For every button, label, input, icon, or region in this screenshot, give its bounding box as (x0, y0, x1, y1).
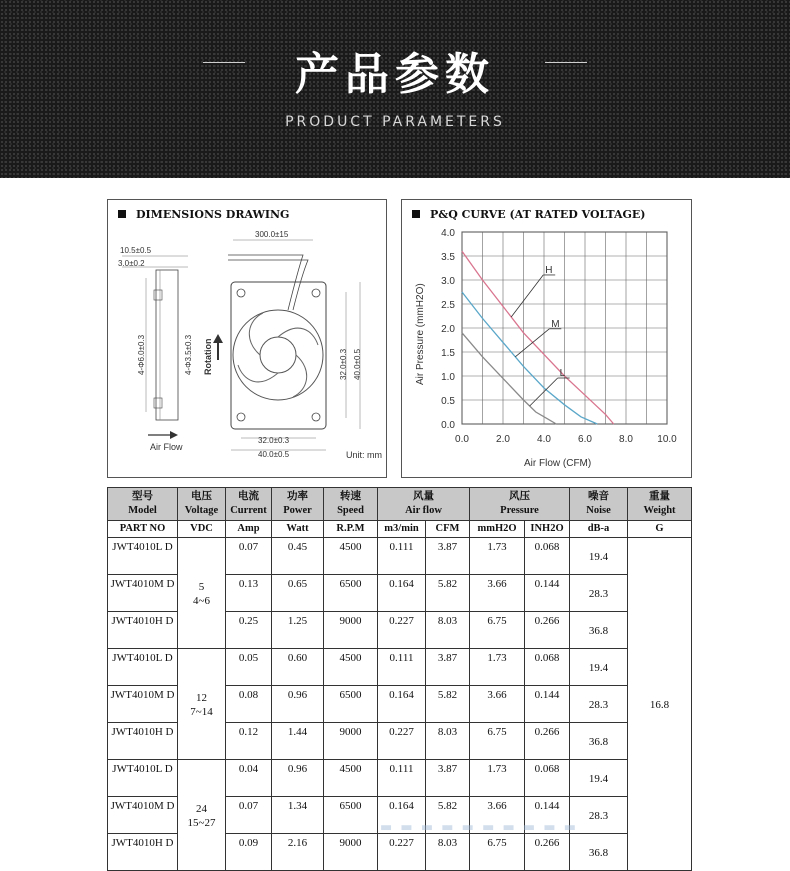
table-row (108, 649, 692, 686)
noise-cell: 36.8 (570, 834, 628, 871)
noise-cell: 19.4 (570, 649, 628, 686)
table-units-row (108, 521, 692, 538)
pressure-mmh2o-cell: 6.75 (470, 612, 525, 649)
unit-cell: CFM (426, 521, 470, 538)
spec-table (107, 487, 692, 871)
speed-cell: 4500 (324, 760, 378, 797)
pressure-mmh2o-cell: 1.73 (470, 760, 525, 797)
series-label-L: L (559, 368, 566, 379)
model-cell: JWT4010L D (108, 538, 178, 575)
noise-cell: 36.8 (570, 612, 628, 649)
current-cell: 0.07 (226, 538, 272, 575)
airflow-cfm-cell: 5.82 (426, 575, 470, 612)
airflow-m3-cell: 0.164 (378, 686, 426, 723)
airflow-cfm-cell: 8.03 (426, 612, 470, 649)
pressure-inh2o-cell: 0.068 (525, 649, 570, 686)
table-header-row (108, 488, 692, 521)
y-axis-label: Air Pressure (mmH2O) (415, 283, 426, 385)
y-tick-label: 1.5 (441, 348, 455, 359)
y-tick-label: 3.0 (441, 276, 455, 287)
airflow-m3-cell: 0.164 (378, 575, 426, 612)
unit-cell: VDC (178, 521, 226, 538)
unit-cell: INH2O (525, 521, 570, 538)
header-pressure: 风压 Pressure (470, 488, 570, 521)
header-current: 电流 Current (226, 488, 272, 521)
current-cell: 0.05 (226, 649, 272, 686)
unit-cell: G (628, 521, 692, 538)
dimensions-panel (107, 199, 387, 478)
series-leader-L (530, 378, 558, 406)
power-cell: 0.45 (272, 538, 324, 575)
cable-length-label: 300.0±15 (255, 230, 289, 239)
pressure-inh2o-cell: 0.266 (525, 723, 570, 760)
series-line-L (462, 333, 556, 424)
pressure-inh2o-cell: 0.144 (525, 797, 570, 834)
pq-chart (402, 200, 691, 477)
airflow-m3-cell: 0.227 (378, 612, 426, 649)
inner-holes-label: 4-Φ3.5±0.3 (184, 334, 193, 375)
x-tick-label: 6.0 (578, 434, 592, 445)
header-banner (0, 0, 790, 178)
model-cell: JWT4010H D (108, 834, 178, 871)
pressure-mmh2o-cell: 1.73 (470, 649, 525, 686)
noise-cell: 28.3 (570, 575, 628, 612)
unit-cell: m3/min (378, 521, 426, 538)
header-power: 功率 Power (272, 488, 324, 521)
y-tick-label: 2.0 (441, 324, 455, 335)
right-rule (545, 62, 587, 63)
speed-cell: 9000 (324, 612, 378, 649)
speed-cell: 6500 (324, 686, 378, 723)
airflow-cfm-cell: 3.87 (426, 538, 470, 575)
airflow-m3-cell: 0.111 (378, 649, 426, 686)
model-cell: JWT4010H D (108, 612, 178, 649)
airflow-cfm-cell: 8.03 (426, 723, 470, 760)
x-tick-label: 4.0 (537, 434, 551, 445)
unit-label: Unit: mm (346, 450, 382, 460)
header-noise: 噪音 Noise (570, 488, 628, 521)
pressure-inh2o-cell: 0.266 (525, 834, 570, 871)
table-row (108, 760, 692, 797)
unit-cell: mmH2O (470, 521, 525, 538)
model-cell: JWT4010M D (108, 797, 178, 834)
power-cell: 1.44 (272, 723, 324, 760)
pressure-mmh2o-cell: 6.75 (470, 723, 525, 760)
airflow-m3-cell: 0.164 (378, 797, 426, 834)
air-flow-label: Air Flow (150, 442, 183, 452)
x-tick-label: 2.0 (496, 434, 510, 445)
y-tick-label: 0.0 (441, 420, 455, 431)
pq-heading: P&Q CURVE (AT RATED VOLTAGE) (412, 208, 646, 221)
unit-cell: PART NO (108, 521, 178, 538)
width-outer-label: 40.0±0.5 (258, 450, 290, 459)
voltage-cell: 5 4~6 (178, 538, 226, 649)
header-speed: 转速 Speed (324, 488, 378, 521)
watermark: ▬ ▬ ▬ ▬ ▬ ▬ ▬ ▬ ▬ ▬ (380, 820, 579, 835)
x-tick-label: 0.0 (455, 434, 469, 445)
noise-cell: 19.4 (570, 538, 628, 575)
y-tick-label: 1.0 (441, 372, 455, 383)
noise-cell: 19.4 (570, 760, 628, 797)
pressure-mmh2o-cell: 3.66 (470, 686, 525, 723)
speed-cell: 9000 (324, 723, 378, 760)
unit-cell: Amp (226, 521, 272, 538)
current-cell: 0.04 (226, 760, 272, 797)
pressure-mmh2o-cell: 3.66 (470, 797, 525, 834)
y-tick-label: 4.0 (441, 228, 455, 239)
speed-cell: 6500 (324, 575, 378, 612)
header-voltage: 电压 Voltage (178, 488, 226, 521)
noise-cell: 28.3 (570, 686, 628, 723)
pressure-inh2o-cell: 0.266 (525, 612, 570, 649)
current-cell: 0.08 (226, 686, 272, 723)
airflow-m3-cell: 0.227 (378, 834, 426, 871)
power-cell: 0.60 (272, 649, 324, 686)
top-width-label: 10.5±0.5 (120, 246, 152, 255)
series-leader-H (511, 275, 543, 317)
y-tick-label: 3.5 (441, 252, 455, 263)
header-weight: 重量 Weight (628, 488, 692, 521)
pressure-mmh2o-cell: 3.66 (470, 575, 525, 612)
power-cell: 1.25 (272, 612, 324, 649)
unit-cell: Watt (272, 521, 324, 538)
current-cell: 0.13 (226, 575, 272, 612)
y-tick-label: 2.5 (441, 300, 455, 311)
pressure-inh2o-cell: 0.144 (525, 686, 570, 723)
table-row (108, 538, 692, 575)
airflow-m3-cell: 0.111 (378, 760, 426, 797)
power-cell: 2.16 (272, 834, 324, 871)
dimensions-drawing (108, 200, 386, 477)
model-cell: JWT4010M D (108, 575, 178, 612)
airflow-cfm-cell: 8.03 (426, 834, 470, 871)
pressure-inh2o-cell: 0.144 (525, 575, 570, 612)
dimensions-heading: DIMENSIONS DRAWING (118, 208, 289, 221)
header-model: 型号 Model (108, 488, 178, 521)
current-cell: 0.09 (226, 834, 272, 871)
model-cell: JWT4010H D (108, 723, 178, 760)
current-cell: 0.12 (226, 723, 272, 760)
unit-cell: dB-a (570, 521, 628, 538)
height-inner-label: 32.0±0.3 (339, 348, 348, 380)
rotation-label: Rotation (203, 338, 213, 375)
header-airflow: 风量 Air flow (378, 488, 470, 521)
series-label-M: M (551, 318, 560, 330)
speed-cell: 9000 (324, 834, 378, 871)
power-cell: 0.96 (272, 686, 324, 723)
page-title: 产品参数 (295, 49, 495, 100)
airflow-cfm-cell: 3.87 (426, 649, 470, 686)
model-cell: JWT4010M D (108, 686, 178, 723)
airflow-cfm-cell: 5.82 (426, 686, 470, 723)
power-cell: 1.34 (272, 797, 324, 834)
current-cell: 0.07 (226, 797, 272, 834)
page-subtitle: PRODUCT PARAMETERS (285, 114, 505, 130)
power-cell: 0.96 (272, 760, 324, 797)
pressure-mmh2o-cell: 6.75 (470, 834, 525, 871)
current-cell: 0.25 (226, 612, 272, 649)
pressure-inh2o-cell: 0.068 (525, 760, 570, 797)
airflow-m3-cell: 0.111 (378, 538, 426, 575)
y-tick-label: 0.5 (441, 396, 455, 407)
speed-cell: 4500 (324, 649, 378, 686)
airflow-cfm-cell: 5.82 (426, 797, 470, 834)
weight-cell: 16.8 (628, 538, 692, 871)
x-tick-label: 10.0 (657, 434, 677, 445)
power-cell: 0.65 (272, 575, 324, 612)
airflow-m3-cell: 0.227 (378, 723, 426, 760)
series-label-H: H (545, 264, 553, 276)
top-thick-label: 3.0±0.2 (118, 259, 145, 268)
height-outer-label: 40.0±0.5 (353, 348, 362, 380)
pq-curve-panel (401, 199, 692, 478)
model-cell: JWT4010L D (108, 649, 178, 686)
speed-cell: 6500 (324, 797, 378, 834)
speed-cell: 4500 (324, 538, 378, 575)
voltage-cell: 24 15~27 (178, 760, 226, 871)
x-tick-label: 8.0 (619, 434, 633, 445)
model-cell: JWT4010L D (108, 760, 178, 797)
airflow-cfm-cell: 3.87 (426, 760, 470, 797)
pressure-inh2o-cell: 0.068 (525, 538, 570, 575)
pressure-mmh2o-cell: 1.73 (470, 538, 525, 575)
width-inner-label: 32.0±0.3 (258, 436, 290, 445)
holes-label: 4-Φ6.0±0.3 (137, 334, 146, 375)
noise-cell: 28.3 (570, 797, 628, 834)
voltage-cell: 12 7~14 (178, 649, 226, 760)
noise-cell: 36.8 (570, 723, 628, 760)
unit-cell: R.P.M (324, 521, 378, 538)
x-axis-label: Air Flow (CFM) (524, 458, 592, 469)
